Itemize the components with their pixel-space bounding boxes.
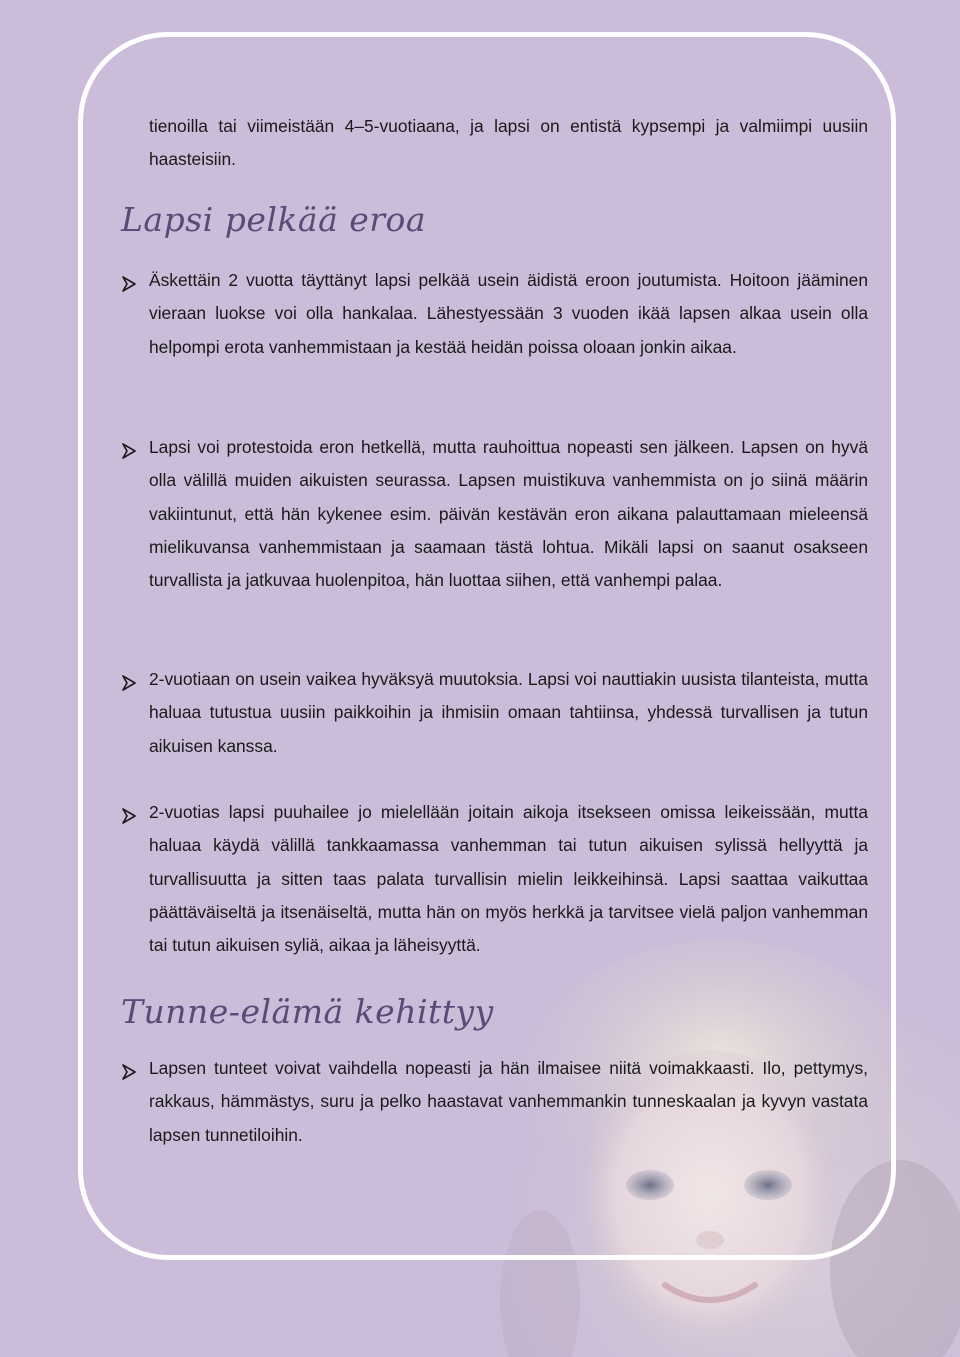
section-heading-separation: Lapsi pelkää eroa — [121, 200, 427, 239]
arrowhead-bullet-icon — [121, 274, 139, 294]
bullet-item: 2-vuotiaan on usein vaikea hyväksyä muutoksia. Lapsi voi nauttiakin uusista tilanteista, mutta haluaa tutustua uusiin paikkoihin ja ihmisiin omaan tahtiinsa, yhdessä turvallisen ja tutun aikuisen kanssa. — [149, 669, 868, 756]
bullet-item: Lapsi voi protestoida eron hetkellä, mutta rauhoittua nopeasti sen jälkeen. Lapsen on hyvä olla välillä muiden aikuisten seurassa. Lapsen muistikuva vanhemmista on jo siinä määrin vakiintunut, että hän kykenee esim. päivän kestävän eron aikana palauttamaan mieleensä mielikuvansa vanhemmistaan ja saamaan tästä lohtua. Mikäli lapsi on saanut osakseen turvallista ja jatkuvaa huolenpitoa, hän luottaa siihen, että vanhempi palaa. — [149, 437, 868, 591]
arrowhead-bullet-icon — [121, 806, 139, 826]
arrowhead-bullet-icon — [121, 441, 139, 461]
intro-paragraph: tienoilla tai viimeistään 4–5-vuotiaana, ja lapsi on entistä kypsempi ja valmiimpi uusiin haasteisiin. — [149, 116, 868, 170]
arrowhead-bullet-icon — [121, 673, 139, 693]
bullet-item: Lapsen tunteet voivat vaihdella nopeasti ja hän ilmaisee niitä voimakkaasti. Ilo, pettymys, rakkaus, hämmästys, suru ja pelko haastavat vanhemmankin tunneskaalan ja kyvyn vastata lapsen tunnetiloihin. — [149, 1058, 868, 1145]
bullet-item: 2-vuotias lapsi puuhailee jo mielellään joitain aikoja itsekseen omissa leikeissään, mutta haluaa käydä välillä tankkaamassa vanhemman tai tutun aikuisen sylissä hellyyttä ja turvallisuutta ja sitten taas palata turvallisin mielin leikkeihinsä. Lapsi saattaa vaikuttaa päättäväiseltä ja itsenäiseltä, mutta hän on myös herkkä ja tarvitsee vielä paljon vanhemman tai tutun aikuisen syliä, aikaa ja läheisyyttä. — [149, 802, 868, 956]
bullet-item: Äskettäin 2 vuotta täyttänyt lapsi pelkää usein äidistä eroon joutumista. Hoitoon jääminen vieraan luokse voi olla hankalaa. Lähestyessään 3 vuoden ikää lapsen alkaa usein olla helpompi erota vanhemmistaan ja kestää heidän poissa oloaan jonkin aikaa. — [149, 270, 868, 357]
section-heading-emotions: Tunne-elämä kehittyy — [121, 992, 494, 1031]
arrowhead-bullet-icon — [121, 1062, 139, 1082]
